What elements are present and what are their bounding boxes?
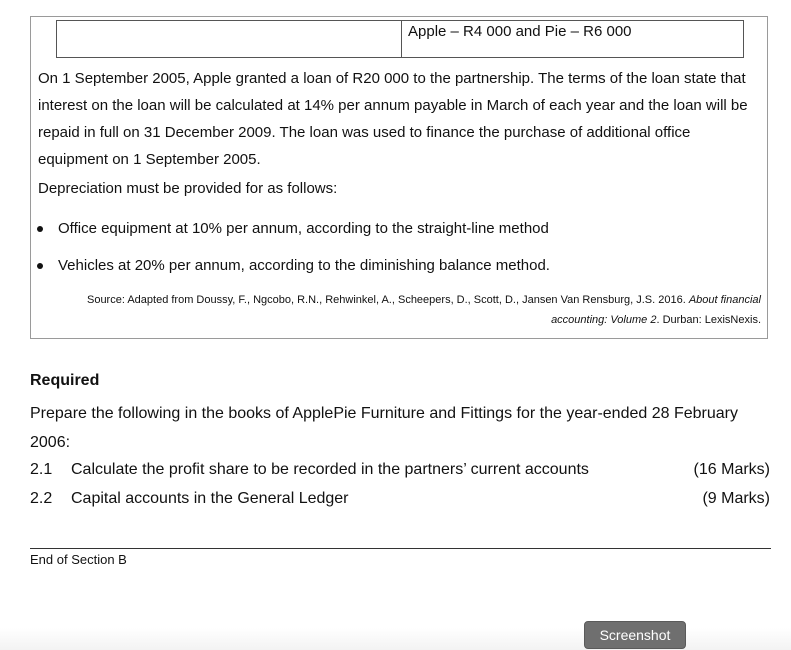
list-item <box>37 257 550 274</box>
question-marks: (9 Marks) <box>702 490 770 507</box>
source-citation <box>53 290 761 330</box>
list-item-text: Office equipment at 10% per annum, according to the straight-line method <box>58 220 549 237</box>
question-row <box>30 461 770 479</box>
list-item <box>37 220 549 237</box>
case-study-frame <box>30 16 768 339</box>
question-row <box>30 490 770 508</box>
question-number: 2.2 <box>30 490 53 507</box>
depreciation-intro: Depreciation must be provided for as follows: <box>38 180 338 197</box>
list-item-text: Vehicles at 20% per annum, according to the diminishing balance method. <box>58 257 550 274</box>
table-cell-left <box>57 21 402 57</box>
question-number: 2.1 <box>30 461 53 478</box>
required-heading: Required <box>30 372 100 389</box>
bullet-icon <box>37 263 43 269</box>
source-line-2: accounting: Volume 2. Durban: LexisNexis. <box>551 314 761 326</box>
screenshot-button[interactable]: Screenshot <box>584 621 686 649</box>
source-line-1: Source: Adapted from Doussy, F., Ngcobo, R.N., Rehwinkel, A., Scheepers, D., Scott, D., Jansen Van Rensburg, J.S. 2016. About financial <box>86 294 761 306</box>
loan-paragraph: On 1 September 2005, Apple granted a loan of R20 000 to the partnership. The terms of the loan state that interest on the loan will be calculated at 14% per annum payable in March of each year and the loan will be repaid in full on 31 December 2009. The loan was used to finance the purchase of additional office equipment on 1 September 2005. <box>38 70 748 168</box>
question-text: Capital accounts in the General Ledger <box>71 490 349 507</box>
table-cell-right: Apple – R4 000 and Pie – R6 000 <box>408 23 632 40</box>
required-instruction: Prepare the following in the books of ApplePie Furniture and Fittings for the year-ended 28 February 2006: <box>30 405 738 451</box>
contribution-table <box>56 20 744 58</box>
question-text: Calculate the profit share to be recorded in the partners’ current accounts <box>71 461 589 478</box>
question-marks: (16 Marks) <box>693 461 770 478</box>
section-divider <box>30 548 771 549</box>
bullet-icon <box>37 226 43 232</box>
end-of-section-label: End of Section B <box>30 552 127 567</box>
